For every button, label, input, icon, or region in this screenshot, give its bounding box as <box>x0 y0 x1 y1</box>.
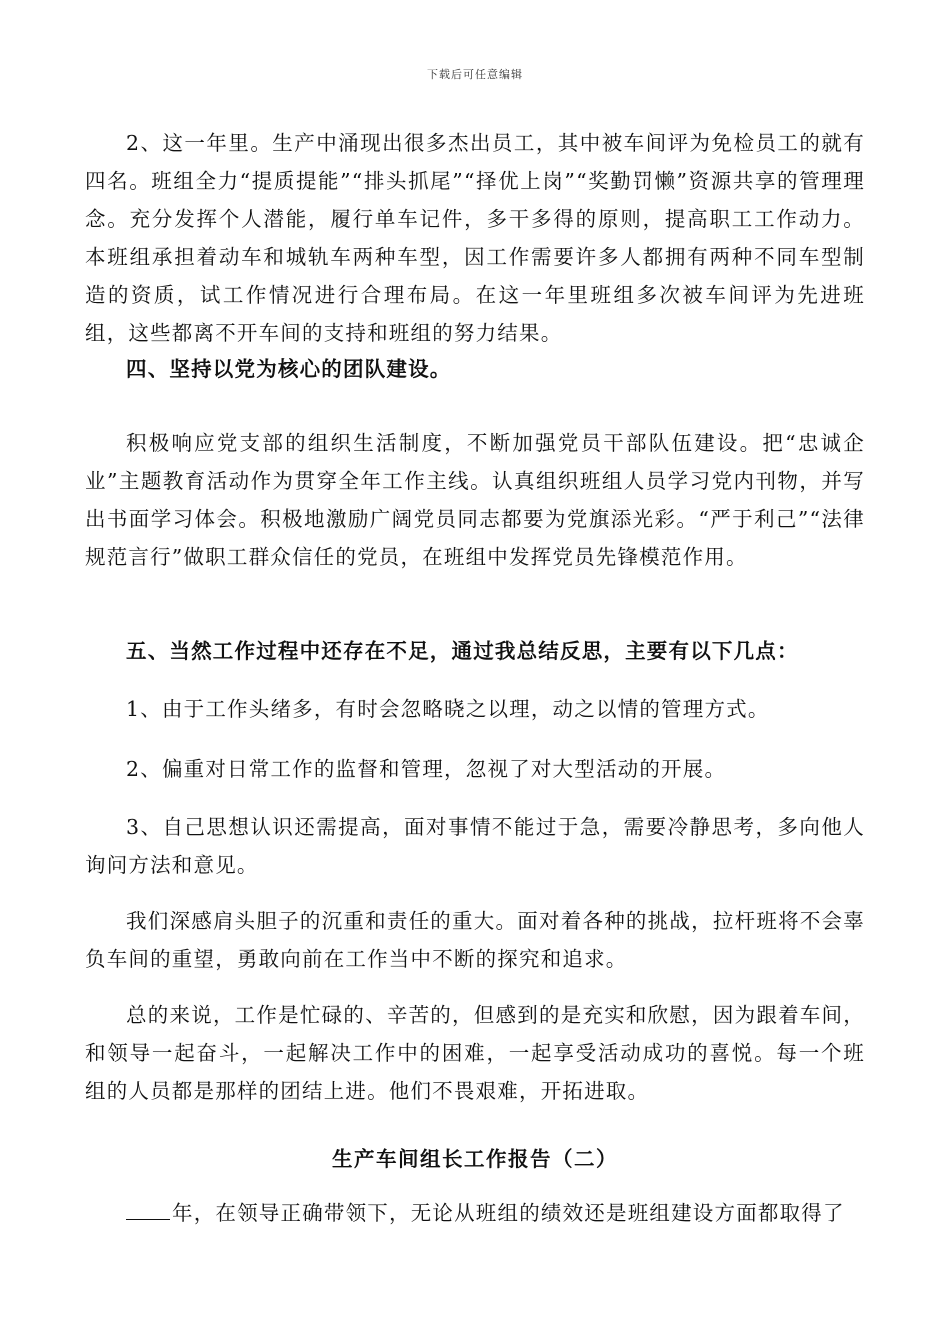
paragraph-5 <box>85 1194 865 1232</box>
paragraph-1: 2、这一年里。生产中涌现出很多杰出员工，其中被车间评为免检员工的就有四名。班组全力“提质提能”“排头抓尾”“择优上岗”“奖勤罚懒”资源共享的管理理念。充分发挥个人潜能，履行单车记件，多干多得的原则，提高职工工作动力。本班组承担着动车和城轨车两种车型，因工作需要许多人都拥有两种不同车型制造的资质，试工作情况进行合理布局。在这一年里班组多次被车间评为先进班组，这些都离不开车间的支持和班组的努力结果。 <box>85 131 865 345</box>
fill-in-blank <box>126 1199 170 1220</box>
paragraph-2: 积极响应党支部的组织生活制度，不断加强党员干部队伍建设。把“忠诚企业”主题教育活动作为贯穿全年工作主线。认真组织班组人员学习党内刊物，并写出书面学习体会。积极地激励广阔党员同志都要为党旗添光彩。“严于利己”“法律规范言行”做职工群众信任的党员，在班组中发挥党员先锋模范作用。 <box>85 431 865 569</box>
list-item-3: 3、自己思想认识还需提高，面对事情不能过于急，需要冷静思考，多向他人询问方法和意见。 <box>85 815 865 877</box>
section-heading-4: 四、坚持以党为核心的团队建设。 <box>126 357 452 381</box>
list-item-1: 1、由于工作头绪多，有时会忽略晓之以理，动之以情的管理方式。 <box>126 697 770 721</box>
paragraph-4: 总的来说，工作是忙碌的、辛苦的，但感到的是充实和欣慰，因为跟着车间，和领导一起奋斗，一起解决工作中的困难，一起享受活动成功的喜悦。每一个班组的人员都是那样的团结上进。他们不畏艰难，开拓进取。 <box>85 1003 865 1103</box>
section-heading-5: 五、当然工作过程中还存在不足，通过我总结反思，主要有以下几点： <box>126 639 799 663</box>
header-note: 下载后可任意编辑 <box>427 68 523 81</box>
section-title: 生产车间组长工作报告（二） <box>332 1147 618 1171</box>
paragraph-5-text: 年，在领导正确带领下，无论从班组的绩效还是班组建设方面都取得了 <box>172 1201 845 1225</box>
paragraph-3: 我们深感肩头胆子的沉重和责任的重大。面对着各种的挑战，拉杆班将不会辜负车间的重望，勇敢向前在工作当中不断的探究和追求。 <box>85 909 865 971</box>
list-item-2: 2、偏重对日常工作的监督和管理，忽视了对大型活动的开展。 <box>126 757 727 781</box>
